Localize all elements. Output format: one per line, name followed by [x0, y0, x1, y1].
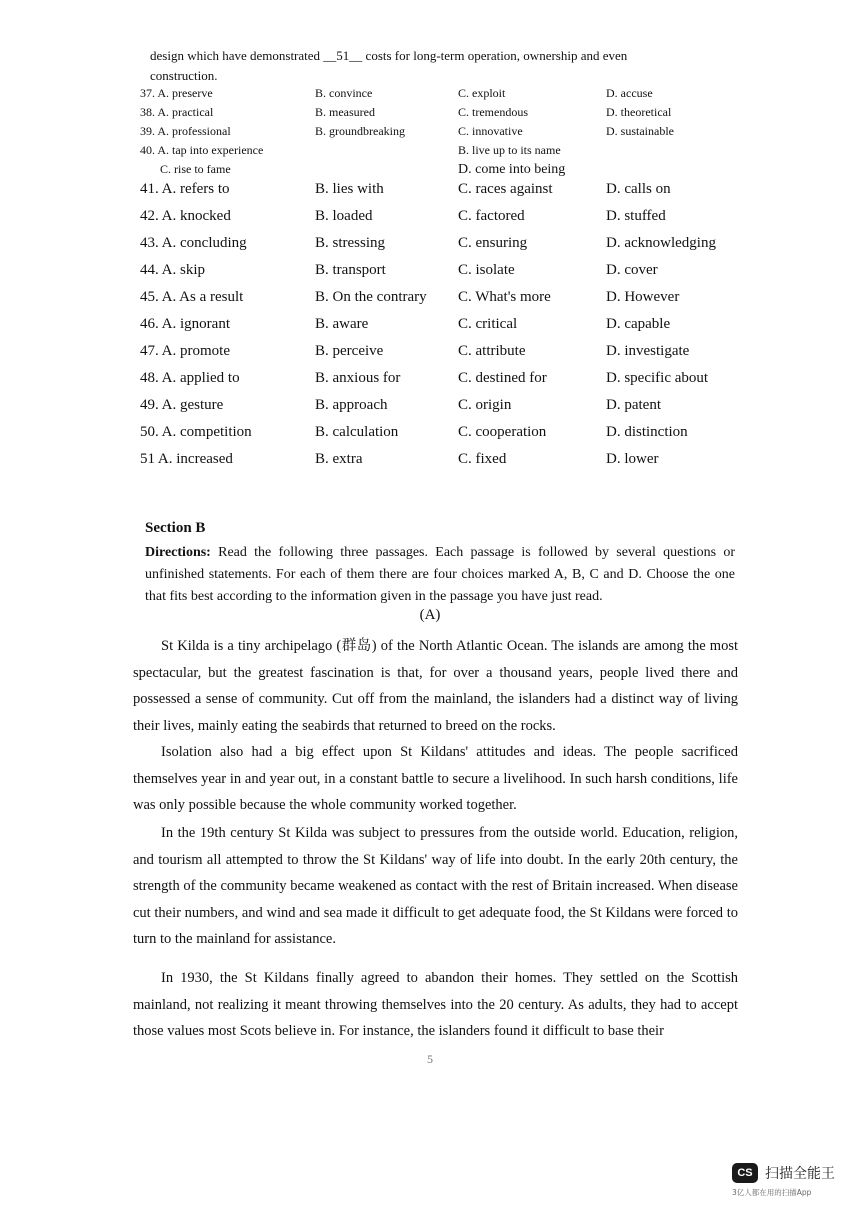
option-c: C. factored	[458, 208, 525, 224]
option-b: B. transport	[315, 262, 386, 278]
option-a: 49. A. gesture	[140, 397, 224, 413]
cloze-intro	[150, 46, 730, 86]
option-c: C. fixed	[458, 451, 507, 467]
option-d: D. cover	[606, 262, 658, 278]
option-c: C. destined for	[458, 370, 547, 386]
option-d: D. stuffed	[606, 208, 666, 224]
option-a: 38. A. practical	[140, 105, 214, 119]
option-row-44	[140, 262, 740, 289]
option-row-51	[140, 451, 740, 478]
option-b: B. extra	[315, 451, 363, 467]
watermark-tagline: 3亿人都在用的扫描App	[732, 1188, 812, 1197]
option-c: C. origin	[458, 397, 512, 413]
paragraph-text: St Kilda is a tiny archipelago (群岛) of the North Atlantic Ocean. The islands are among the most spectacular, but the greatest fascination is that, for over a thousand years, people lived there and possessed a sense of community. Cut off from the mainland, the islanders had a distinct way of living their lives, mainly eating the seabirds that returned to breed on the rocks.	[133, 638, 738, 734]
option-b: B. measured	[315, 105, 375, 119]
option-row-40	[140, 143, 740, 162]
option-empty	[606, 162, 740, 181]
option-d: D. acknowledging	[606, 235, 716, 251]
option-c: C. exploit	[458, 86, 506, 100]
option-d: D. sustainable	[606, 124, 674, 138]
option-row-46	[140, 316, 740, 343]
option-d: D. patent	[606, 397, 661, 413]
option-row-47	[140, 343, 740, 370]
option-c: C. cooperation	[458, 424, 547, 440]
option-c: C. What's more	[458, 289, 551, 305]
directions-text: Read the following three passages. Each passage is followed by several questions or unfinished statements. For each of them there are four choices marked A, B, C and D. Choose the one that fits best according to the information given in the passage you have just read.	[145, 545, 736, 604]
passage-paragraph-4	[133, 965, 738, 1045]
option-a: 40. A. tap into experience	[140, 143, 264, 157]
option-row-49	[140, 397, 740, 424]
option-row-45	[140, 289, 740, 316]
option-a: 51 A. increased	[140, 451, 233, 467]
option-b: B. approach	[315, 397, 388, 413]
paragraph-text: Isolation also had a big effect upon St Kildans' attitudes and ideas. The people sacrificed themselves year in and year out, in a constant battle to secure a livelihood. In such harsh conditions, life was only possible because the whole community worked together.	[133, 744, 738, 813]
option-row-40-cont	[140, 162, 740, 181]
option-b: B. loaded	[315, 208, 373, 224]
option-a: 45. A. As a result	[140, 289, 244, 305]
option-c: C. tremendous	[458, 105, 528, 119]
option-b: B. convince	[315, 86, 373, 100]
options-table	[140, 86, 740, 478]
option-row-37	[140, 86, 740, 105]
option-row-43	[140, 235, 740, 262]
passage-paragraph-2	[133, 739, 738, 819]
option-d: D. lower	[606, 451, 659, 467]
option-c: C. innovative	[458, 124, 523, 138]
directions	[145, 542, 735, 608]
option-c: C. rise to fame	[160, 162, 231, 176]
option-row-39	[140, 124, 740, 143]
page-number: 5	[427, 1052, 433, 1066]
option-c: C. isolate	[458, 262, 515, 278]
option-row-50	[140, 424, 740, 451]
option-a: 39. A. professional	[140, 124, 231, 138]
option-d: D. come into being	[458, 162, 566, 177]
option-d: D. specific about	[606, 370, 709, 386]
option-a: 50. A. competition	[140, 424, 252, 440]
option-b: B. lies with	[315, 181, 384, 197]
option-b: B. anxious for	[315, 370, 401, 386]
option-b: B. groundbreaking	[315, 124, 405, 138]
directions-label: Directions:	[145, 545, 211, 560]
option-a: 47. A. promote	[140, 343, 230, 359]
option-d: D. distinction	[606, 424, 688, 440]
cs-logo-icon: CS	[732, 1163, 758, 1183]
option-d: D. accuse	[606, 86, 653, 100]
intro-text-before: design which have demonstrated	[150, 48, 321, 63]
option-row-38	[140, 105, 740, 124]
option-b: B. On the contrary	[315, 289, 427, 305]
option-b: B. live up to its name	[458, 143, 561, 157]
option-d: D. theoretical	[606, 105, 672, 119]
option-empty	[315, 143, 458, 162]
option-a: 43. A. concluding	[140, 235, 247, 251]
blank-51: __51__	[323, 48, 363, 63]
scanner-watermark	[732, 1163, 842, 1198]
section-title: Section B	[145, 520, 206, 536]
option-c: C. ensuring	[458, 235, 528, 251]
option-a: 46. A. ignorant	[140, 316, 230, 332]
passage-label: (A)	[419, 607, 441, 623]
option-row-48	[140, 370, 740, 397]
option-d: D. investigate	[606, 343, 690, 359]
option-d: D. calls on	[606, 181, 671, 197]
option-b: B. aware	[315, 316, 369, 332]
option-row-42	[140, 208, 740, 235]
option-a: 44. A. skip	[140, 262, 206, 278]
option-a: 41. A. refers to	[140, 181, 230, 197]
option-a: 37. A. preserve	[140, 86, 213, 100]
option-c: C. attribute	[458, 343, 526, 359]
intro-text-after: costs for long-term operation, ownership and even	[365, 48, 628, 63]
option-d: D. However	[606, 289, 680, 305]
intro-text-line2: construction.	[150, 68, 218, 83]
passage-paragraph-1	[133, 633, 738, 739]
watermark-app-name: 扫描全能王	[765, 1166, 835, 1182]
option-a: 42. A. knocked	[140, 208, 231, 224]
passage-paragraph-3	[133, 820, 738, 953]
option-c: C. races against	[458, 181, 553, 197]
option-c: C. critical	[458, 316, 518, 332]
option-b: B. stressing	[315, 235, 386, 251]
option-row-41	[140, 181, 740, 208]
option-empty	[606, 143, 740, 162]
paragraph-text: In the 19th century St Kilda was subject to pressures from the outside world. Education, religion, and tourism all attempted to throw the St Kildans' way of life into doubt. In the early 20th century, the strength of the community became weakened as contact with the rest of Britain increased. When disease cut their numbers, and wind and sea made it difficult to get adequate food, the St Kildans were forced to turn to the mainland for assistance.	[133, 825, 738, 947]
option-b: B. perceive	[315, 343, 384, 359]
option-b: B. calculation	[315, 424, 399, 440]
option-d: D. capable	[606, 316, 671, 332]
option-empty	[315, 162, 458, 181]
option-a: 48. A. applied to	[140, 370, 240, 386]
paragraph-text: In 1930, the St Kildans finally agreed to abandon their homes. They settled on the Scottish mainland, not realizing it meant throwing themselves into the 20 century. As adults, they had to accept those values most Scots believe in. For instance, the islanders found it difficult to base their	[133, 970, 738, 1039]
